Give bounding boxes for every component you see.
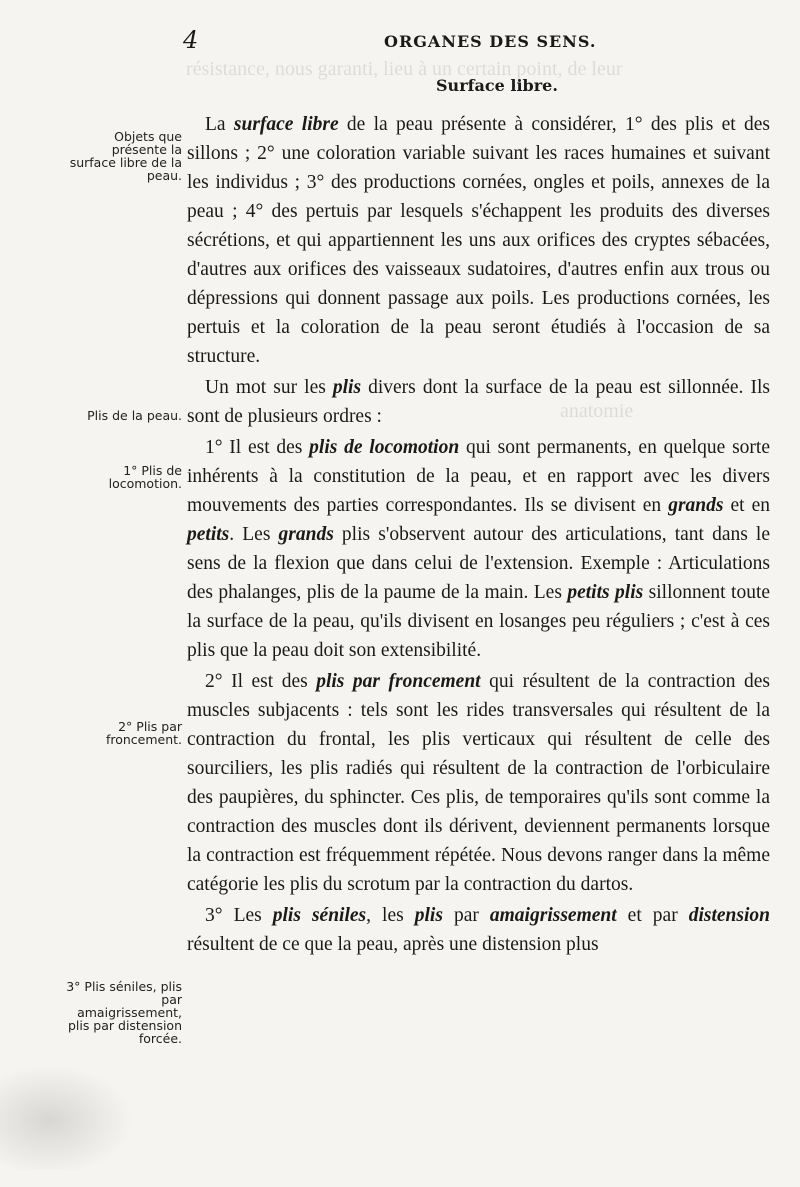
margin-note-seniles: 3° Plis séniles, plis par amaigrissement, plis par distension forcée. <box>66 979 182 1046</box>
bleed-through: anatomie <box>560 400 634 422</box>
paragraph: La surface libre de la peau présente à considérer, 1° des plis et des sillons ; 2° une coloration variable suivant les races humaines et suivant les individus ; 3° des productions cornées, ongles et poils, annexes de la peau ; 4° des pertuis par lesquels s'échappent les produits des diverses sécrétions, et qui appartiennent les uns aux orifices des cryptes sébacées, d'autres aux orifices des vaisseaux sudatoires, d'autres enfin aux trous ou dépressions qui donnent passage aux poils. Les productions cornées, les pertuis et la coloration de la peau seront étudiés à l'occasion de sa structure. <box>187 114 771 367</box>
paragraph: 2° Il est des plis par froncement qui résultent de la contraction des muscles subjacents : tels sont les rides transversales qui résultent de la contraction du frontal, les plis verticaux qui résultent de celle des sourciliers, les plis radiés qui résultent de la contraction de l'orbiculaire des paupières, du sphincter. Ces plis, de temporaires qu'ils sont comme la contraction des muscles dont ils dérivent, deviennent permanents lorsque la contraction est fréquemment répétée. Nous devons ranger dans la même catégorie les plis du scrotum par la contraction du dartos. <box>187 671 770 895</box>
running-head: ORGANES DES SENS. <box>384 32 597 51</box>
page-number: 4 <box>183 26 199 54</box>
paragraph: 1° Il est des plis de locomotion qui sont permanents, en quelque sorte inhérents à la constitution de la peau, et en rapport avec les divers mouvements des parties correspondantes. Ils se divisent en grands et en petits. Les grands plis s'observent autour des articulations, tant dans le sens de la flexion que dans celui de l'extension. Exemple : Articulations des phalanges, plis de la paume de la main. Les petits plis sillonnent toute la surface de la peau, qu'ils divisent en losanges peu réguliers ; c'est à ces plis que la peau doit son extensibilité. <box>187 437 771 661</box>
main-text <box>187 110 770 961</box>
margin-note-plis: Plis de la peau. <box>87 408 182 423</box>
page-stain <box>0 1060 140 1170</box>
bleed-through: résistance, nous garanti, lieu à un certain point, de leur <box>186 58 623 80</box>
paragraph: Un mot sur les plis divers dont la surface de la peau est sillonnée. Ils sont de plusieurs ordres : <box>187 377 770 427</box>
margin-note-froncement: 2° Plis par froncement. <box>105 719 182 747</box>
margin-note-surface: Objets que présente la surface libre de la peau. <box>69 129 182 183</box>
margin-note-locomotion: 1° Plis de locomotion. <box>108 463 182 491</box>
paragraph: 3° Les plis séniles, les plis par amaigrissement et par distension résultent de ce que la peau, après une distension plus <box>187 905 770 955</box>
section-title: Surface libre. <box>436 76 558 95</box>
